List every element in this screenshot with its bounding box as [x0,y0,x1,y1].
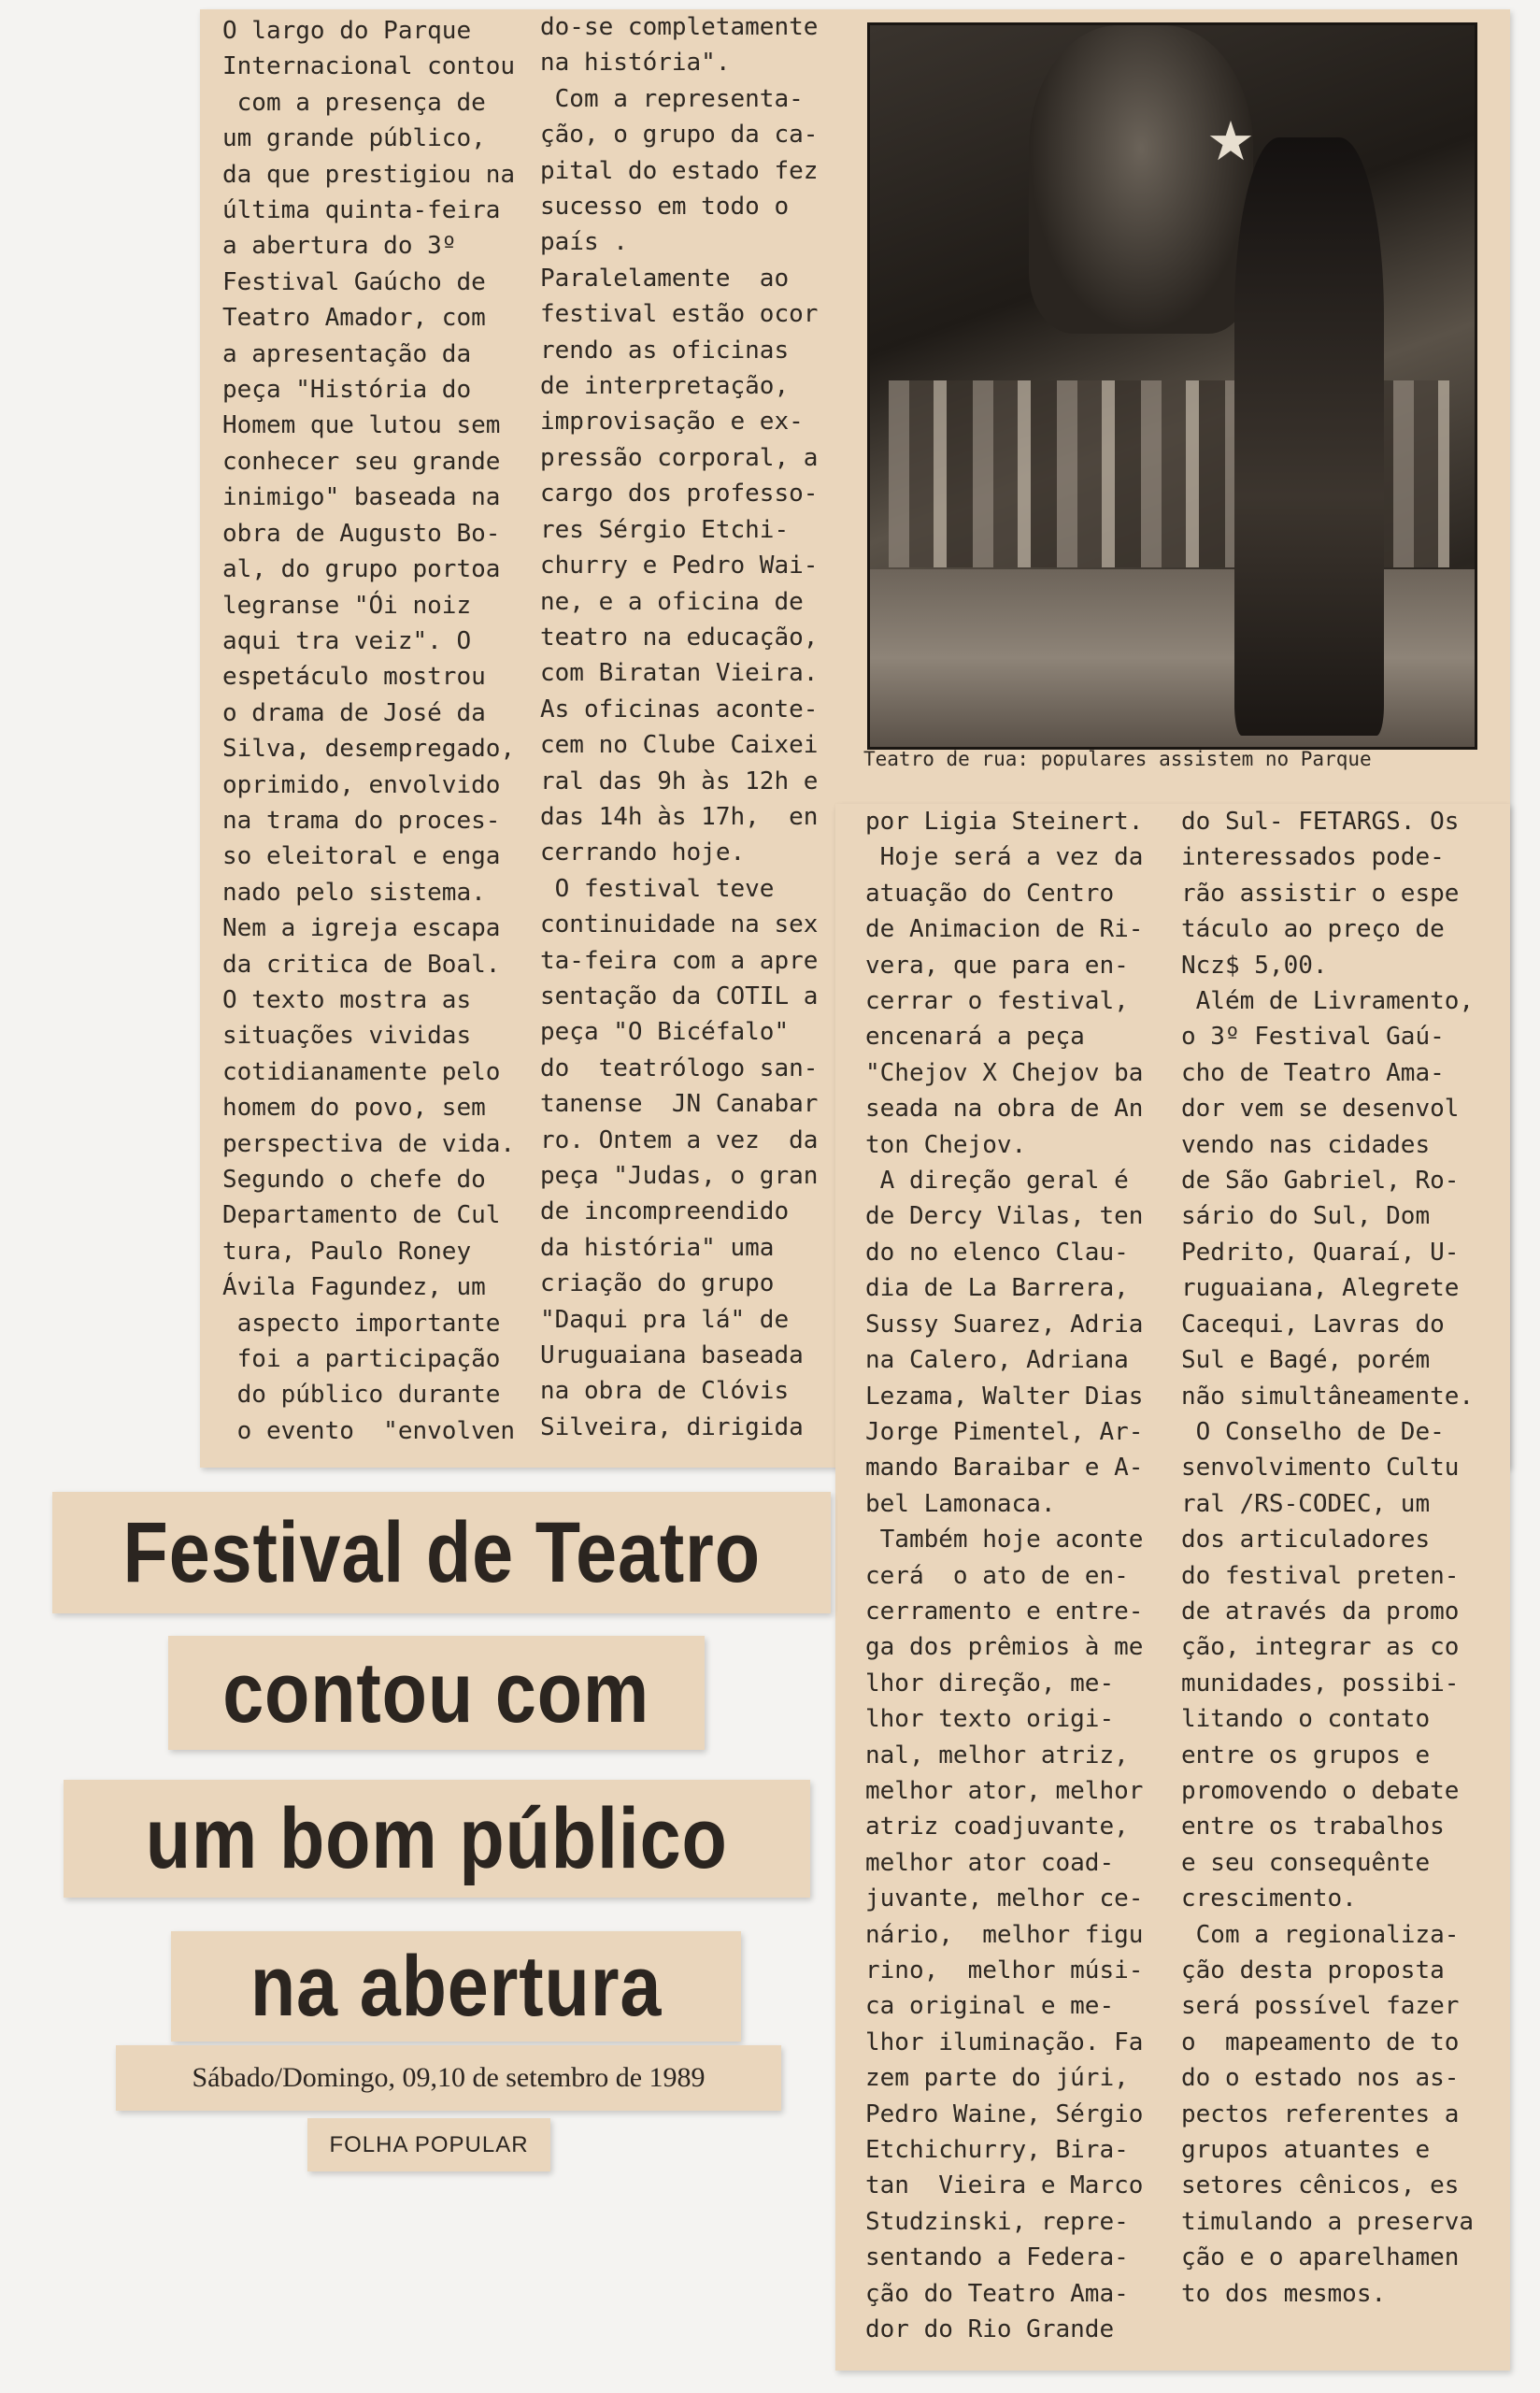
article-line: o mapeamento de to [1181,2028,1460,2056]
article-line: crescimento. [1181,1884,1357,1913]
article-line: oprimido, envolvido [222,770,501,799]
article-line: rino, melhor músi- [865,1956,1144,1985]
article-line: Com a representa- [540,84,804,113]
article-line: Silveira, dirigida [540,1412,804,1441]
article-line: cargo dos professo- [540,480,819,509]
article-line: "Daqui pra lá" de [540,1305,790,1334]
article-line: a abertura do 3º [222,232,457,261]
article-line: de Animacion de Ri- [865,915,1144,944]
article-line: As oficinas aconte- [540,695,819,724]
article-line: a apresentação da [222,339,472,368]
article-line: será possível fazer [1181,1992,1460,2021]
article-line: ral das 9h às 12h e [540,767,819,795]
article-line: Ncz$ 5,00. [1181,951,1328,980]
article-line: situações vividas [222,1022,472,1051]
article-line: Studzinski, repre- [865,2207,1129,2236]
article-line: ne, e a oficina de [540,587,804,616]
article-line: com Biratan Vieira. [540,659,819,688]
article-line: atuação do Centro [865,879,1115,908]
article-line: timulando a preserva [1181,2207,1475,2236]
article-line: Jorge Pimentel, Ar- [865,1417,1144,1446]
article-line: do público durante [222,1381,501,1410]
article-line: lhor iluminação. Fa [865,2028,1144,2056]
article-line: res Sérgio Etchi- [540,515,790,544]
article-line: Festival Gaúcho de [222,267,486,296]
photo-stilt-figure [1234,137,1384,736]
article-line: criação do grupo [540,1269,775,1298]
article-line: na obra de Clóvis [540,1377,790,1406]
article-line: nário, melhor figu [865,1920,1144,1949]
article-line: o drama de José da [222,698,486,727]
article-line: dor vem se desenvol [1181,1095,1460,1124]
article-line: O Conselho de De- [1181,1417,1445,1446]
article-line: Também hoje aconte [865,1526,1144,1555]
article-line: na Calero, Adriana [865,1346,1129,1375]
article-line: ton Chejov. [865,1130,1027,1159]
article-line: cotidianamente pelo [222,1057,501,1086]
article-line: Lezama, Walter Dias [865,1382,1144,1411]
article-line: munidades, possibi- [1181,1669,1460,1698]
article-line: rendo as oficinas [540,336,790,365]
article-line: grupos atuantes e [1181,2136,1431,2165]
article-line: litando o contato [1181,1705,1431,1734]
article-line: Homem que lutou sem [222,411,501,440]
article-line: Sussy Suarez, Adria [865,1310,1144,1339]
article-line: nal, melhor atriz, [865,1741,1129,1770]
article-line: dos articuladores [1181,1526,1431,1555]
article-line: do o estado nos as- [1181,2064,1460,2093]
article-column-1 [222,13,515,1449]
article-line: conhecer seu grande [222,447,501,476]
headline-line-4-text: na abertura [250,1938,663,2034]
article-line: do-se completamente [540,13,819,41]
article-line: so eleitoral e enga [222,842,501,871]
article-line: Com a regionaliza- [1181,1920,1460,1949]
article-line: peça "História do [222,376,472,405]
article-line: perspectiva de vida. [222,1129,516,1158]
article-line: Pedro Waine, Sérgio [865,2099,1144,2128]
street-theatre-photo [867,22,1477,750]
article-line: obra de Augusto Bo- [222,519,501,548]
article-line: sucesso em todo o [540,193,790,222]
article-line: "Chejov X Chejov ba [865,1058,1144,1087]
headline-line-1 [52,1492,831,1613]
article-line: ca original e me- [865,1992,1115,2021]
article-line: cem no Clube Caixei [540,731,819,760]
article-line: ro. Ontem a vez da [540,1125,819,1154]
dateline [116,2045,781,2111]
article-line: legranse "Ói noiz [222,591,472,620]
article-line: peça "Judas, o gran [540,1162,819,1190]
article-line: zem parte do júri, [865,2064,1129,2093]
headline-line-2 [168,1636,705,1750]
article-line: ção, o grupo da ca- [540,121,819,150]
article-line: atriz coadjuvante, [865,1813,1129,1841]
article-line: de São Gabriel, Ro- [1181,1167,1460,1196]
article-column-3 [865,804,1143,2347]
article-line: espetáculo mostrou [222,663,486,692]
article-line: táculo ao preço de [1181,915,1445,944]
newspaper-source-text: FOLHA POPULAR [329,2131,529,2157]
article-line: na trama do proces- [222,806,501,835]
article-line: teatro na educação, [540,623,819,652]
article-line: melhor ator coad- [865,1848,1115,1877]
photo-caption: Teatro de rua: populares assistem no Parque [863,748,1372,770]
article-line: O largo do Parque [222,17,472,45]
article-line: com a presença de [222,88,486,117]
article-line: entre os trabalhos [1181,1813,1445,1841]
photo-star: ★ [1206,109,1255,173]
article-line: vendo nas cidades [1181,1130,1431,1159]
article-line: lhor direção, me- [865,1669,1115,1698]
article-line: O festival teve [540,874,775,903]
article-line: tan Vieira e Marco [865,2171,1144,2200]
article-line: das 14h às 17h, en [540,802,819,831]
article-line: dia de La Barrera, [865,1274,1129,1303]
article-line: de através da promo [1181,1597,1460,1626]
article-line: foi a participação [222,1345,501,1374]
article-line: cerá o ato de en- [865,1561,1129,1590]
article-line: sentação da COTIL a [540,982,819,1010]
article-line: do festival preten- [1181,1561,1460,1590]
article-line: um grande público, [222,124,486,153]
article-line: improvisação e ex- [540,408,804,437]
article-line: melhor ator, melhor [865,1776,1144,1805]
article-line: entre os grupos e [1181,1741,1431,1770]
article-line: ruguaiana, Alegrete [1181,1274,1460,1303]
headline-line-2-text: contou com [222,1644,650,1741]
article-line: lhor texto origi- [865,1705,1115,1734]
article-line: de incompreendido [540,1197,790,1226]
article-line: peça "O Bicéfalo" [540,1018,790,1047]
article-line: Sul e Bagé, porém [1181,1346,1431,1375]
article-line: Cacequi, Lavras do [1181,1310,1445,1339]
article-line: al, do grupo portoa [222,555,501,584]
article-line: de interpretação, [540,372,790,401]
article-line: Além de Livramento, [1181,987,1475,1016]
article-line: o 3º Festival Gaú- [1181,1023,1445,1052]
article-line: Etchichurry, Bira- [865,2136,1129,2165]
article-line: setores cênicos, es [1181,2171,1460,2200]
article-line: pectos referentes a [1181,2099,1460,2128]
article-line: país . [540,228,628,257]
article-line: última quinta-feira [222,196,501,225]
article-line: mando Baraibar e A- [865,1454,1144,1483]
article-line: homem do povo, sem [222,1094,486,1123]
article-line: tanense JN Canabar [540,1090,819,1119]
article-line: churry e Pedro Wai- [540,552,819,580]
article-line: inimigo" baseada na [222,483,501,512]
article-line: Paralelamente ao [540,264,790,293]
article-line: juvante, melhor ce- [865,1884,1144,1913]
article-line: de Dercy Vilas, ten [865,1202,1144,1231]
article-line: por Ligia Steinert. [865,808,1144,836]
article-line: não simultâneamente. [1181,1382,1475,1411]
article-line: continuidade na sex [540,910,819,939]
article-column-4 [1181,804,1474,2312]
article-line: Departamento de Cul [222,1201,501,1230]
article-line: pital do estado fez [540,156,819,185]
article-line: encenará a peça [865,1023,1085,1052]
article-line: cerrando hoje. [540,838,746,867]
newspaper-source [307,2118,550,2171]
article-line: O texto mostra as [222,985,472,1014]
article-line: Teatro Amador, com [222,304,486,333]
article-line: seada na obra de An [865,1095,1144,1124]
headline-line-1-text: Festival de Teatro [122,1504,761,1600]
article-line: vera, que para en- [865,951,1129,980]
article-line: da critica de Boal. [222,950,501,979]
article-line: to dos mesmos. [1181,2279,1387,2308]
article-line: do no elenco Clau- [865,1238,1129,1267]
article-line: Uruguaiana baseada [540,1341,804,1370]
article-line: ta-feira com a apre [540,946,819,975]
article-line: ção do Teatro Ama- [865,2279,1129,2308]
article-line: Hoje será a vez da [865,843,1144,872]
article-line: o evento "envolven [222,1416,516,1445]
headline-line-3-text: um bom público [146,1790,728,1886]
article-line: da que prestigiou na [222,160,516,189]
article-line: Segundo o chefe do [222,1166,486,1194]
article-line: tura, Paulo Roney [222,1237,472,1266]
article-line: na história". [540,49,731,78]
article-line: ção desta proposta [1181,1956,1445,1985]
article-line: sário do Sul, Dom [1181,1202,1431,1231]
article-line: Pedrito, Quaraí, U- [1181,1238,1460,1267]
article-line: Silva, desempregado, [222,735,516,764]
photo-tree [1029,25,1253,334]
article-line: cho de Teatro Ama- [1181,1058,1445,1087]
headline-line-3 [64,1780,810,1898]
article-line: ral /RS-CODEC, um [1181,1489,1431,1518]
article-line: pressão corporal, a [540,443,819,472]
article-column-2 [540,9,818,1445]
article-line: e seu consequênte [1181,1848,1431,1877]
article-line: Nem a igreja escapa [222,914,501,943]
article-line: nado pelo sistema. [222,878,486,907]
article-line: A direção geral é [865,1167,1129,1196]
article-line: rão assistir o espe [1181,879,1460,908]
headline-line-4 [171,1931,741,2042]
article-line: aqui tra veiz". O [222,626,472,655]
article-line: Internacional contou [222,52,516,81]
article-line: festival estão ocor [540,300,819,329]
article-line: cerramento e entre- [865,1597,1144,1626]
article-line: ção e o aparelhamen [1181,2243,1460,2272]
article-line: da história" uma [540,1233,775,1262]
article-line: ção, integrar as co [1181,1633,1460,1662]
article-line: promovendo o debate [1181,1776,1460,1805]
dateline-text: Sábado/Domingo, 09,10 de setembro de 1989 [192,2062,706,2093]
article-line: do Sul- FETARGS. Os [1181,808,1460,836]
article-line: do teatrólogo san- [540,1053,819,1082]
article-line: dor do Rio Grande [865,2315,1115,2344]
article-line: cerrar o festival, [865,987,1129,1016]
article-line: bel Lamonaca. [865,1489,1056,1518]
article-line: senvolvimento Cultu [1181,1454,1460,1483]
article-line: sentando a Federa- [865,2243,1129,2272]
article-line: interessados pode- [1181,843,1445,872]
article-line: aspecto importante [222,1309,501,1338]
article-line: ga dos prêmios à me [865,1633,1144,1662]
article-line: Ávila Fagundez, um [222,1273,486,1302]
